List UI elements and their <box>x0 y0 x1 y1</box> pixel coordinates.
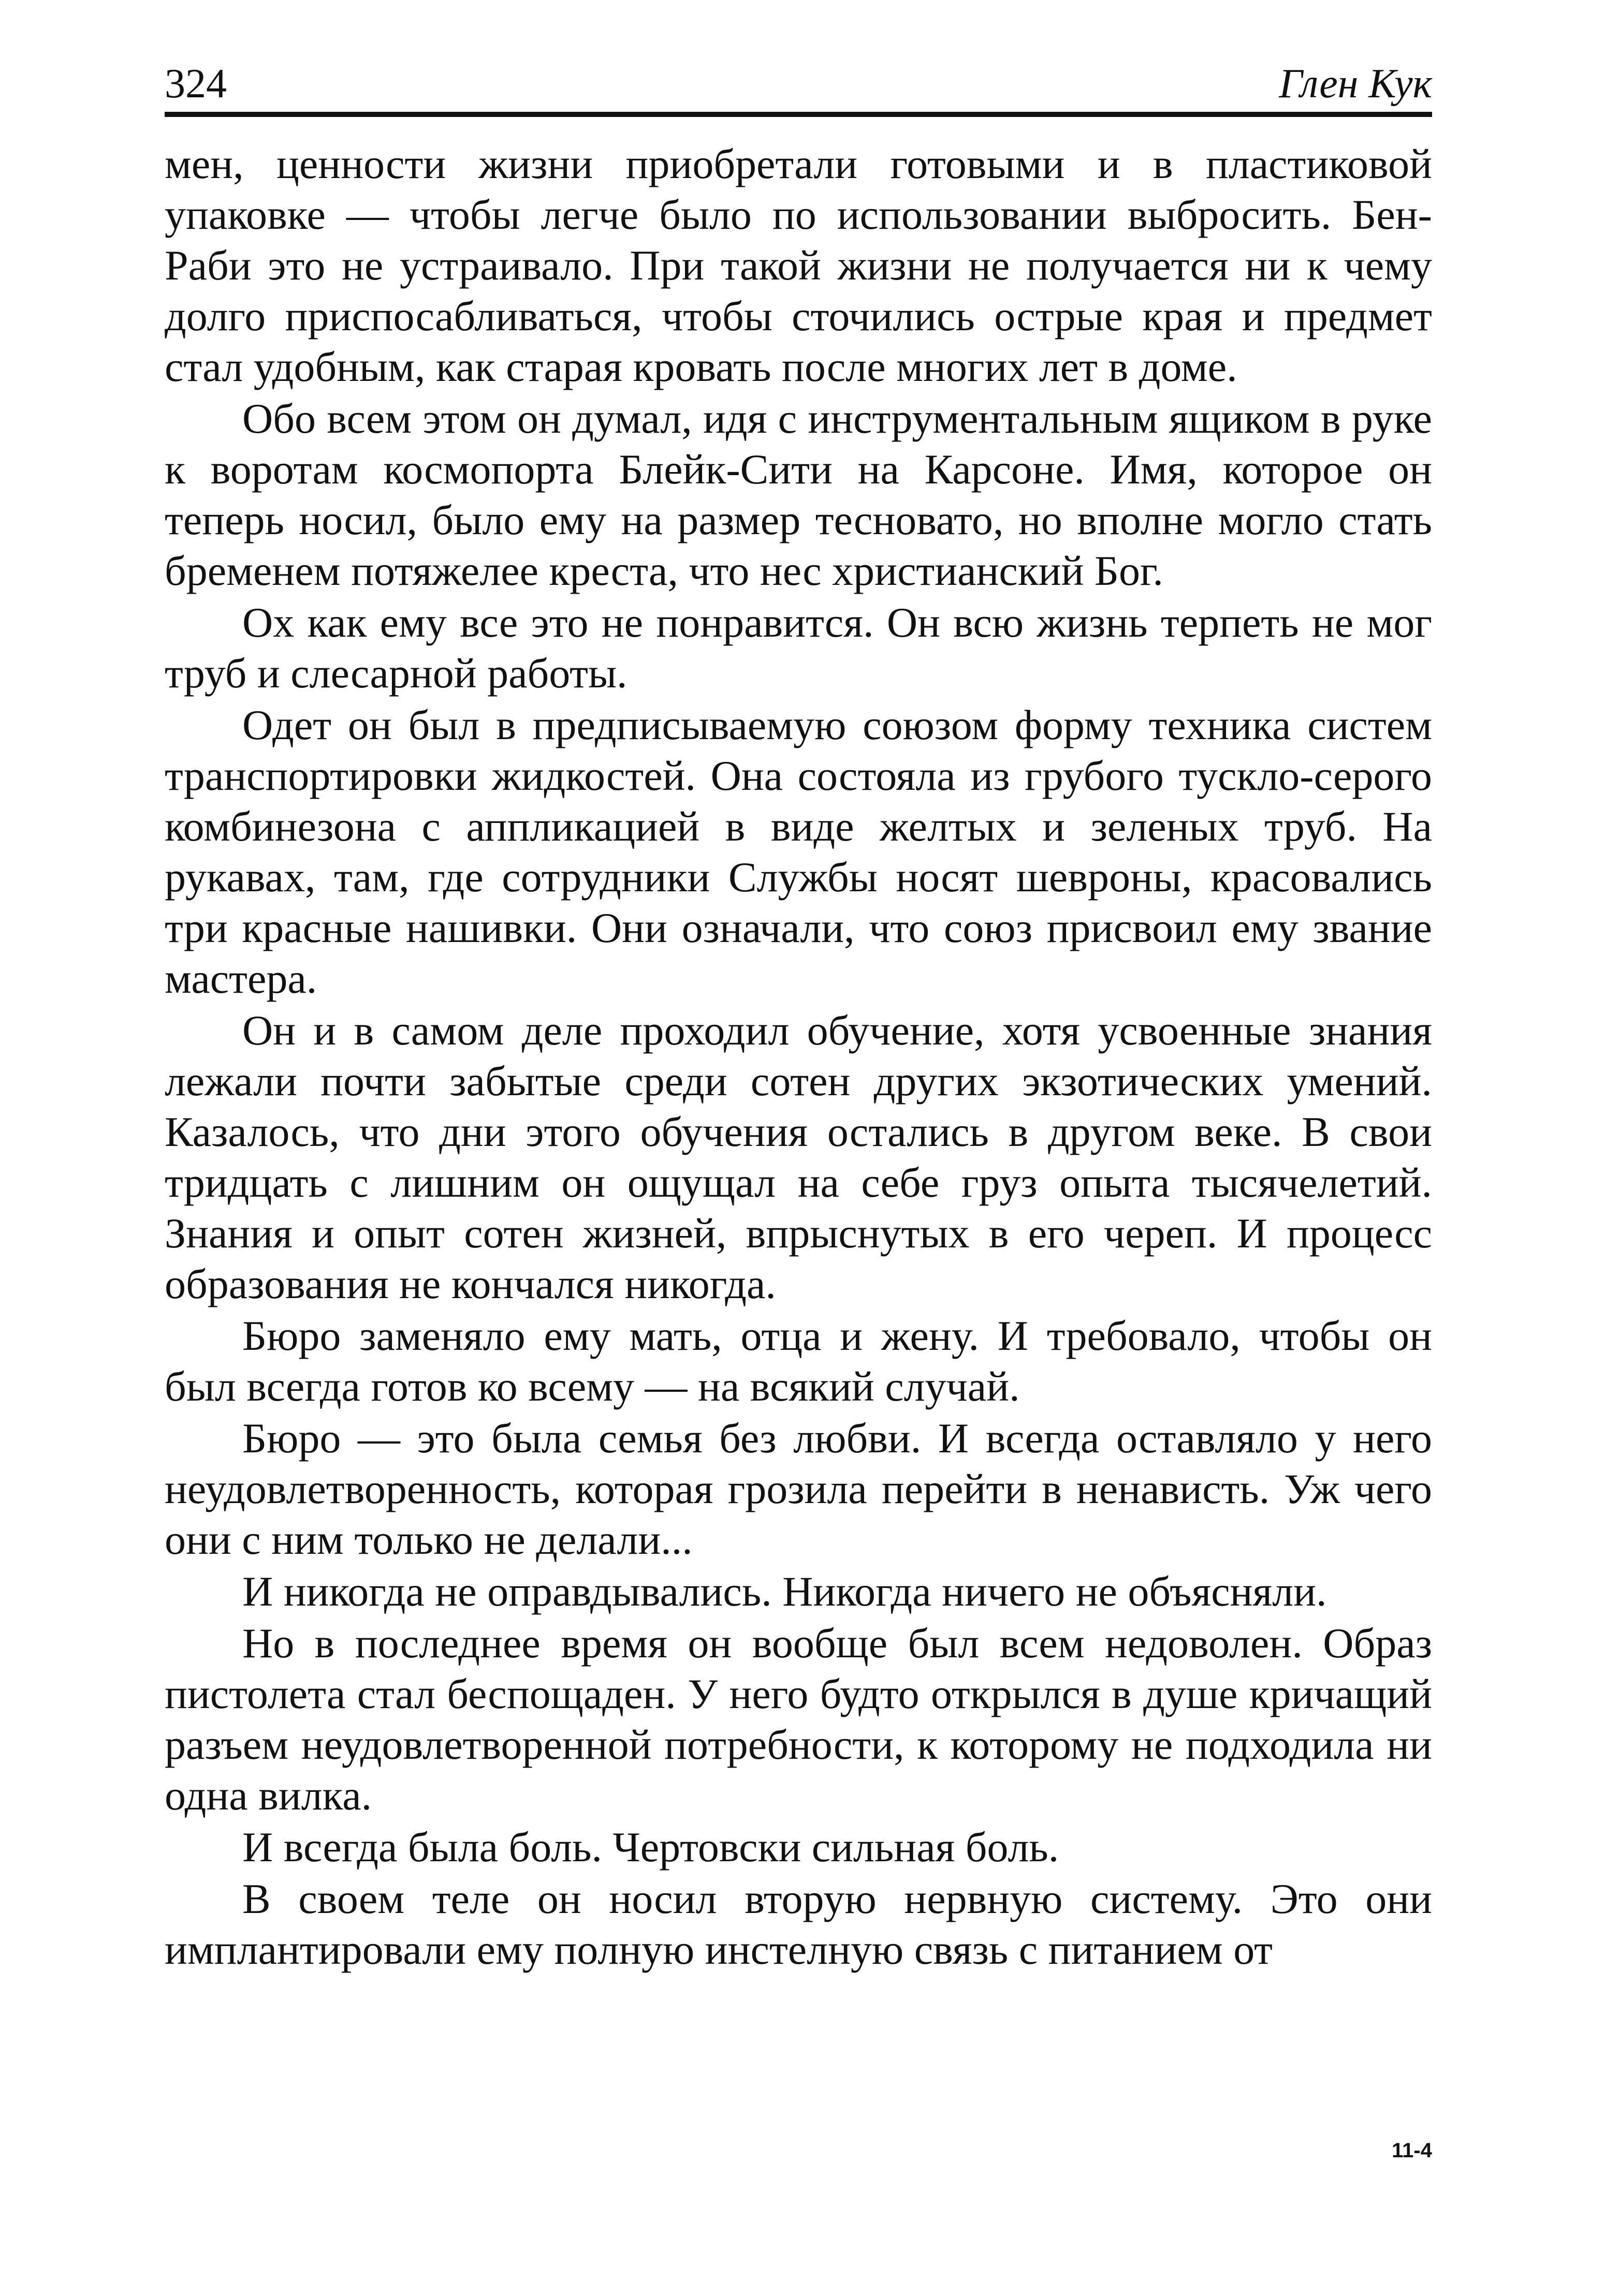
paragraph: Ох как ему все это не понравится. Он всю жизнь терпеть не мог труб и слесарной работы. <box>165 599 1432 697</box>
paragraph: И никогда не оправдывались. Никогда ничего не объясняли. <box>242 1568 1327 1615</box>
running-title: Глен Кук <box>1279 61 1432 107</box>
paragraph: Бюро заменяло ему мать, отца и жену. И требовало, чтобы он был всегда готов ко всему — на всякий случай. <box>165 1312 1432 1410</box>
paragraph: Обо всем этом он думал, идя с инструментальным ящиком в руке к воротам космопорта Блейк-Сити на Карсоне. Имя, которое он теперь носил, было ему на размер тесновато, но вполне могло стать бременем потяжелее креста, что нес христианский Бог. <box>165 395 1432 594</box>
paragraph: В своем теле он носил вторую нервную систему. Это они имплантировали ему полную инстелную связь с питанием от <box>165 1875 1432 1973</box>
page-number: 324 <box>165 61 227 107</box>
paragraph: мен, ценности жизни приобретали готовыми и в пластиковой упаковке — чтобы легче было по использовании выбросить. Бен-Раби это не устраивало. При такой жизни не получается ни к чему долго приспосабливаться, чтобы сточились острые края и предмет стал удобным, как старая кровать после многих лет в доме. <box>165 140 1432 390</box>
paragraph: Бюро — это была семья без любви. И всегда оставляло у него неудовлетворенность, которая грозила перейти в ненависть. Уж чего они с ним только не делали... <box>165 1415 1432 1563</box>
page-header <box>165 58 1432 114</box>
paragraph: Он и в самом деле проходил обучение, хотя усвоенные знания лежали почти забытые среди сотен других экзотических умений. Казалось, что дни этого обучения остались в другом веке. В свои тридцать с лишним он ощущал на себе груз опыта тысячелетий. Знания и опыт сотен жизней, впрыснутых в его череп. И процесс образования не кончался никогда. <box>165 1007 1432 1307</box>
signature-mark: 11-4 <box>1392 2139 1432 2162</box>
paragraph: И всегда была боль. Чертовски сильная боль. <box>242 1823 1059 1871</box>
paragraph: Одет он был в предписываемую союзом форму техника систем транспортировки жидкостей. Она состояла из грубого тускло-серого комбинезона с аппликацией в виде желтых и зеленых труб. На рукавах, там, где сотрудники Службы носят шевроны, красовались три красные нашивки. Они означали, что союз присвоил ему звание мастера. <box>165 701 1432 1002</box>
header-rule <box>165 112 1432 117</box>
body-text <box>165 139 1432 1976</box>
paragraph: Но в последнее время он вообще был всем недоволен. Образ пистолета стал беспощаден. У него будто открылся в душе кричащий разъем неудовлетворенной потребности, к которому не подходила ни одна вилка. <box>165 1620 1432 1819</box>
